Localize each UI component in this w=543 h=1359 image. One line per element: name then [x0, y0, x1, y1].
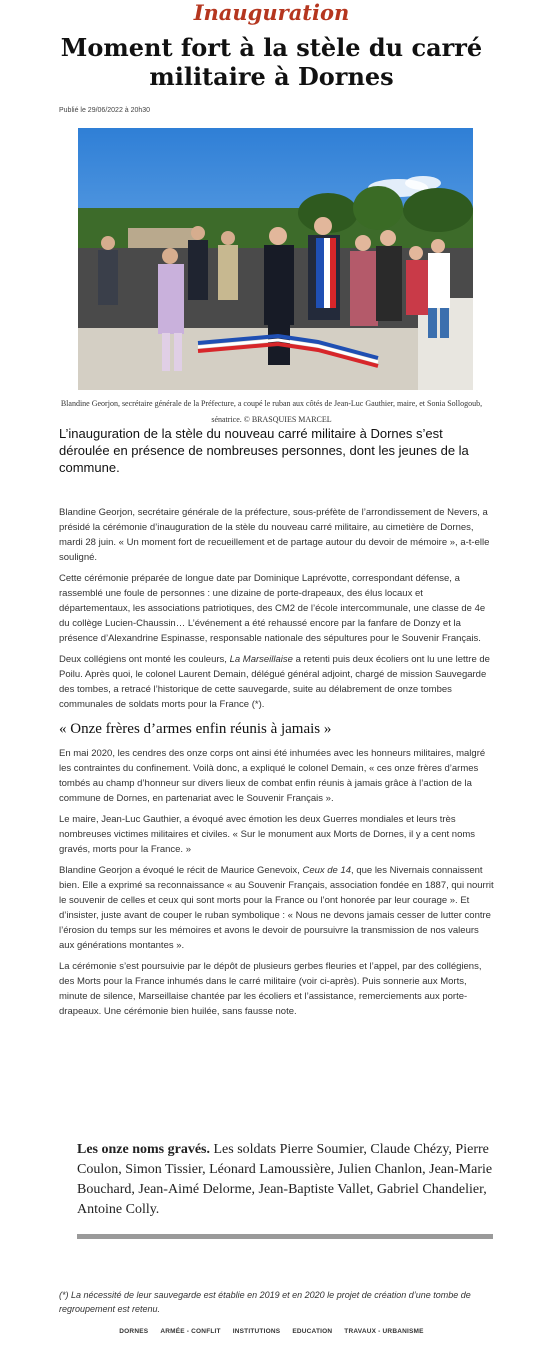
section-subheading: « Onze frères d’armes enfin réunis à jamais » [59, 721, 332, 737]
tag-link[interactable]: TRAVAUX - URBANISME [344, 1328, 424, 1335]
paragraph: En mai 2020, les cendres des onze corps ont ainsi été inhumées avec les honneurs militaires, malgré les contraintes du confinement. Voilà donc, a expliqué le colonel Demain, « ces onze frères d’armes tombés au champ d’honneur sur divers lieux de combat enfin réunis à jamais grâce à l’action de la commune de Dornes, en partenariat avec le Souvenir Français ». [59, 748, 486, 804]
song-title: La Marseillaise [229, 654, 293, 665]
names-box-text: Les soldats Pierre Soumier, Claude Chézy, Pierre Coulon, Simon Tissier, Léonard Lamoussière, Julien Chanlon, Jean-Marie Bouchard, Jean-Aimé Delorme, Jean-Baptiste Vallet, Gabriel Chandelier, Antoine Colly. [77, 1142, 493, 1217]
book-title: Ceux de 14 [302, 865, 352, 876]
names-box-title: Les onze noms gravés. [77, 1142, 210, 1157]
tag-link[interactable]: EDUCATION [292, 1328, 333, 1335]
paragraph: Le maire, Jean-Luc Gauthier, a évoqué avec émotion les deux Guerres mondiales et leurs très nombreuses victimes militaires et civiles. « Sur le monument aux Morts de Dornes, il y a cent noms gravés, morts pour la France. » [59, 814, 476, 855]
paragraph: Cette cérémonie préparée de longue date par Dominique Laprévotte, correspondant défense, a rassemblé une foule de personnes : une dizaine de porte-drapeaux, des élus locaux et départementaux, les associations patriotiques, des CM2 de l’école intercommunale, une classe de 4e du collège Lucien-Chaussin… L’événement a été rehaussé encore par la fanfare de Donzy et la présence d’Alexandrine Espinasse, responsable nationale des sépultures pour le Souvenir Français. [59, 573, 486, 644]
paragraph: Deux collégiens ont monté les couleurs, La Marseillaise a retenti puis deux écoliers ont lu une lettre de Poilu. Après quoi, le colonel Laurent Demain, délégué général adjoint, chargé de mission Sauvegarde des tombes, a retracé l’historique de cette sauvegarde, suite au délabrement de onze tombes communales de soldats morts pour la France (*). [59, 654, 490, 710]
footnote: (*) La nécessité de leur sauvegarde est établie en 2019 et en 2020 le projet de création d’une tombe de regroupement est retenu. [59, 1290, 471, 1314]
paragraph: La cérémonie s’est poursuivie par le dépôt de plusieurs gerbes fleuries et l’appel, par des collégiens, des Morts pour la France inhumés dans le carré militaire (voir ci-après). Puis sonnerie aux Morts, minute de silence, Marseillaise chantée par les écoliers et l’assistance, remerciements aux porte-drapeaux. Une cérémonie bien huilée, sans fausse note. [59, 961, 482, 1017]
tag-link[interactable]: ARMÉE - CONFLIT [160, 1328, 221, 1335]
article-body [59, 505, 495, 1025]
box-divider [77, 1234, 493, 1239]
tag-list [0, 1328, 543, 1335]
tag-link[interactable]: DORNES [119, 1328, 149, 1335]
article-lead: L’inauguration de la stèle du nouveau carré militaire à Dornes s’est déroulée en présence de nombreuses personnes, dont les jeunes de la commune. [59, 426, 469, 475]
article-photo[interactable] [78, 128, 473, 390]
paragraph: Blandine Georjon a évoqué le récit de Maurice Genevoix, Ceux de 14, que les Nivernais connaissent bien. Elle a exprimé sa reconnaissance « au Souvenir Français, association fondée en 1887, qui nourrit le souvenir de celles et ceux qui sont morts pour la France ou l’ont honorée par leur courage ». Et d’insister, juste avant de couper le ruban symbolique : « Nous ne devons jamais cesser de lutter contre l’érosion du temps sur les mémoires et avons le devoir de poursuivre la transmission de nos valeurs aux générations montantes ». [59, 865, 494, 951]
photo-caption: Blandine Georjon, secrétaire générale de la Préfecture, a coupé le ruban aux côtés de Jean-Luc Gauthier, maire, et Sonia Sollogoub, sénatrice. © BRASQUIES MARCEL [60, 399, 483, 424]
article-title: Moment fort à la stèle du carré militaire à Dornes [60, 33, 483, 91]
article-kicker: Inauguration [193, 0, 350, 25]
publication-date: Publié le 29/06/2022 à 20h30 [59, 107, 151, 114]
names-box [77, 1140, 493, 1220]
paragraph: Blandine Georjon, secrétaire générale de la préfecture, sous-préfète de l’arrondissement de Nevers, a présidé la cérémonie d’inauguration de la stèle du nouveau carré militaire, au cimetière de Dornes, mardi 28 juin. « Un moment fort de recueillement et de partage autour du devoir de mémoire », a-t-elle souligné. [59, 507, 490, 563]
tag-link[interactable]: INSTITUTIONS [232, 1328, 281, 1335]
